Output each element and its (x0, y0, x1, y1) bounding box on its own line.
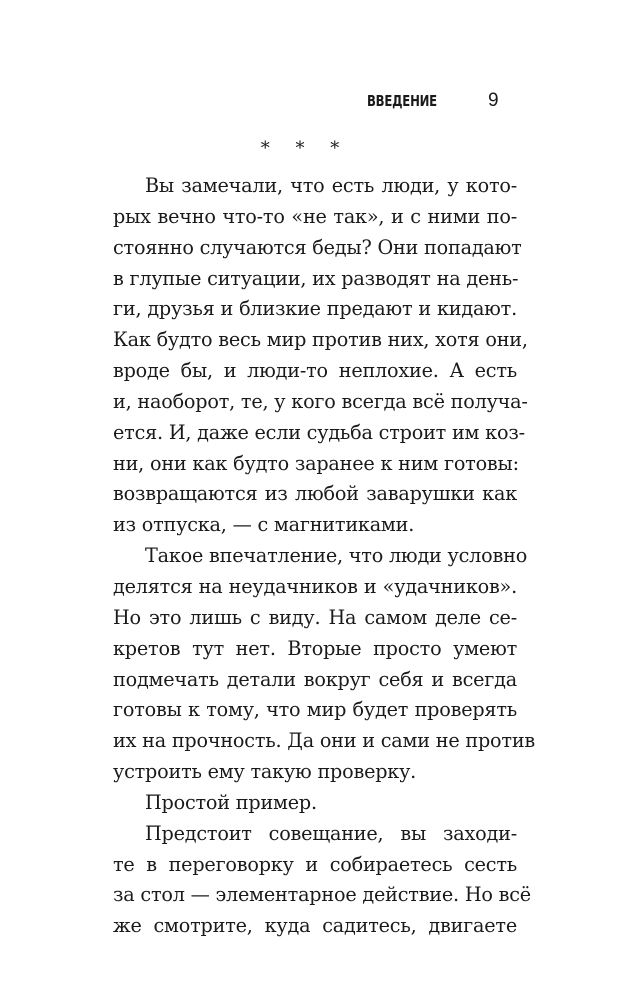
text-line: их на прочность. Да они и сами не против (113, 729, 536, 753)
text-line: и, наоборот, те, у кого всегда всё получа- (113, 389, 528, 413)
text-line: подмечать детали вокруг себя и всегда (113, 667, 517, 691)
text-line: Вы замечали, что есть люди, у кото- (145, 174, 517, 197)
text-line: ги, друзья и близкие предают и кидают. (113, 297, 517, 321)
text-line: Предстоит совещание, вы заходи- (145, 821, 517, 845)
text-line: в глупые ситуации, их разводят на день- (113, 266, 519, 290)
text-line: Простой пример. (145, 790, 317, 814)
text-line: делятся на неудачников и «удачников». (113, 574, 517, 598)
running-header (0, 86, 631, 116)
text-line: кретов тут нет. Вторые просто умеют (113, 636, 517, 660)
text-line: вроде бы, и люди-то неплохие. А есть (113, 359, 517, 383)
text-line: готовы к тому, что мир будет проверять (113, 698, 517, 722)
text-line: стоянно случаются беды? Они попадают (113, 235, 522, 259)
text-line: ется. И, даже если судьба строит им коз- (113, 420, 525, 444)
text-line: же смотрите, куда садитесь, двигаете (113, 914, 517, 938)
text-line: Такое впечатление, что люди условно (145, 544, 528, 568)
text-line: ни, они как будто заранее к ним готовы: (113, 451, 519, 475)
section-separator: * * * (260, 138, 350, 159)
text-line: рых вечно что-то «не так», и с ними по- (113, 204, 517, 228)
text-line: Но это лишь с виду. На самом деле се- (113, 605, 517, 629)
text-line: возвращаются из любой заварушки как (113, 482, 517, 506)
text-line: те в переговорку и собираетесь сесть (113, 852, 517, 876)
body-text (113, 171, 536, 942)
running-title: ВВЕДЕНИЕ (367, 92, 437, 110)
text-line: Как будто весь мир против них, хотя они, (113, 328, 528, 352)
text-line: устроить ему такую проверку. (113, 760, 417, 784)
page-number: 9 (488, 90, 499, 111)
text-line: из отпуска, — с магнитиками. (113, 513, 415, 537)
text-line: за стол — элементарное действие. Но всё (113, 883, 531, 907)
